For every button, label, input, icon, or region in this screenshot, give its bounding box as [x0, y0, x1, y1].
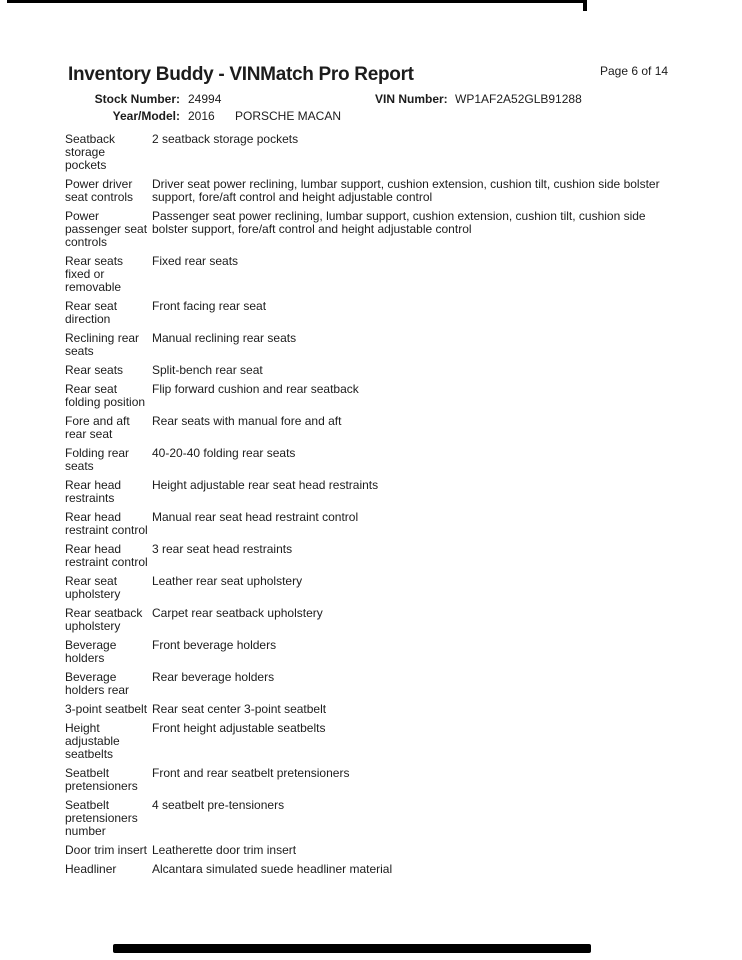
spec-row: [65, 607, 687, 633]
spec-row-value: Carpet rear seatback upholstery: [152, 606, 323, 620]
vin-number-value: WP1AF2A52GLB91288: [455, 92, 582, 106]
spec-row: [65, 332, 687, 358]
spec-row-value: Front and rear seatbelt pretensioners: [152, 766, 350, 780]
spec-row-label: Power passenger seat controls: [65, 209, 148, 249]
spec-row-label: Rear head restraint control: [65, 542, 148, 569]
spec-row: [65, 722, 687, 761]
spec-row-label: Reclining rear seats: [65, 331, 140, 358]
spec-row: [65, 543, 687, 569]
stock-number-label: Stock Number:: [94, 92, 180, 106]
spec-row-value: Height adjustable rear seat head restraints: [152, 478, 379, 492]
spec-row-label: Rear seatback upholstery: [65, 606, 143, 633]
spec-row-label: Beverage holders: [65, 638, 117, 665]
spec-row-label: Seatbelt pretensioners number: [65, 798, 138, 838]
spec-row: [65, 255, 687, 294]
spec-row: [65, 178, 687, 204]
spec-row: [65, 364, 687, 377]
spec-row-value: Driver seat power reclining, lumbar support, cushion extension, cushion tilt, cushion side bolster support, fore/aft control and height adjustable control: [152, 177, 660, 204]
vin-number-label: VIN Number:: [375, 92, 448, 106]
spec-row-value: 4 seatbelt pre-tensioners: [152, 798, 285, 812]
spec-row-value: Front beverage holders: [152, 638, 277, 652]
spec-row-value: 3 rear seat head restraints: [152, 542, 293, 556]
spec-row-value: Passenger seat power reclining, lumbar support, cushion extension, cushion tilt, cushion side bolster support, fore/aft control and height adjustable control: [152, 209, 646, 236]
spec-row-label: Rear seat direction: [65, 299, 118, 326]
spec-row-value: Flip forward cushion and rear seatback: [152, 382, 359, 396]
spec-row-label: Headliner: [65, 862, 117, 876]
spec-row-value: Alcantara simulated suede headliner material: [152, 862, 393, 876]
spec-row-label: Door trim insert: [65, 843, 148, 857]
report-title: Inventory Buddy - VINMatch Pro Report: [68, 64, 414, 85]
spec-row: [65, 447, 687, 473]
spec-row: [65, 133, 687, 172]
scan-artifact-bottom-bar: [113, 944, 591, 953]
spec-row: [65, 479, 687, 505]
spec-row-label: Seatbelt pretensioners: [65, 766, 138, 793]
spec-row-label: 3-point seatbelt: [65, 702, 148, 716]
spec-row-value: Fixed rear seats: [152, 254, 239, 268]
make-model-value: PORSCHE MACAN: [235, 109, 342, 123]
spec-row-value: Rear seat center 3-point seatbelt: [152, 702, 327, 716]
scan-artifact-top-line: [7, 0, 587, 3]
spec-row: [65, 863, 687, 876]
year-model-label: Year/Model:: [112, 109, 180, 123]
spec-row: [65, 799, 687, 838]
spec-row-label: Rear seats fixed or removable: [65, 254, 124, 294]
spec-row-value: Front height adjustable seatbelts: [152, 721, 326, 735]
spec-row-value: 2 seatback storage pockets: [152, 132, 299, 146]
spec-table: [65, 133, 687, 882]
spec-row-value: Leather rear seat upholstery: [152, 574, 303, 588]
spec-row: [65, 300, 687, 326]
spec-row-label: Rear head restraint control: [65, 510, 148, 537]
spec-row: [65, 383, 687, 409]
spec-row-label: Seatback storage pockets: [65, 132, 116, 172]
spec-row-label: Beverage holders rear: [65, 670, 130, 697]
spec-row: [65, 511, 687, 537]
spec-row-label: Fore and aft rear seat: [65, 414, 130, 441]
spec-row-value: Manual reclining rear seats: [152, 331, 297, 345]
spec-row-label: Rear seats: [65, 363, 124, 377]
year-value: 2016: [188, 109, 215, 123]
spec-row: [65, 671, 687, 697]
spec-row-label: Rear head restraints: [65, 478, 122, 505]
spec-row-value: 40-20-40 folding rear seats: [152, 446, 296, 460]
spec-row-value: Split-bench rear seat: [152, 363, 263, 377]
spec-row-label: Power driver seat controls: [65, 177, 134, 204]
page-indicator: Page 6 of 14: [600, 64, 669, 78]
spec-row-label: Height adjustable seatbelts: [65, 721, 120, 761]
spec-row-label: Folding rear seats: [65, 446, 130, 473]
header-row-year-model: [0, 109, 742, 125]
spec-row-value: Leatherette door trim insert: [152, 843, 297, 857]
spec-row-label: Rear seat upholstery: [65, 574, 121, 601]
spec-row-label: Rear seat folding position: [65, 382, 146, 409]
stock-number-value: 24994: [188, 92, 222, 106]
spec-row: [65, 210, 687, 249]
spec-row-value: Rear seats with manual fore and aft: [152, 414, 342, 428]
scan-artifact-top-right-hook: [583, 0, 587, 11]
spec-row: [65, 415, 687, 441]
spec-row: [65, 639, 687, 665]
spec-row: [65, 575, 687, 601]
spec-row: [65, 703, 687, 716]
spec-row: [65, 767, 687, 793]
spec-row-value: Front facing rear seat: [152, 299, 267, 313]
spec-row: [65, 844, 687, 857]
spec-row-value: Rear beverage holders: [152, 670, 275, 684]
spec-row-value: Manual rear seat head restraint control: [152, 510, 359, 524]
header-row-stock-vin: [0, 92, 742, 108]
